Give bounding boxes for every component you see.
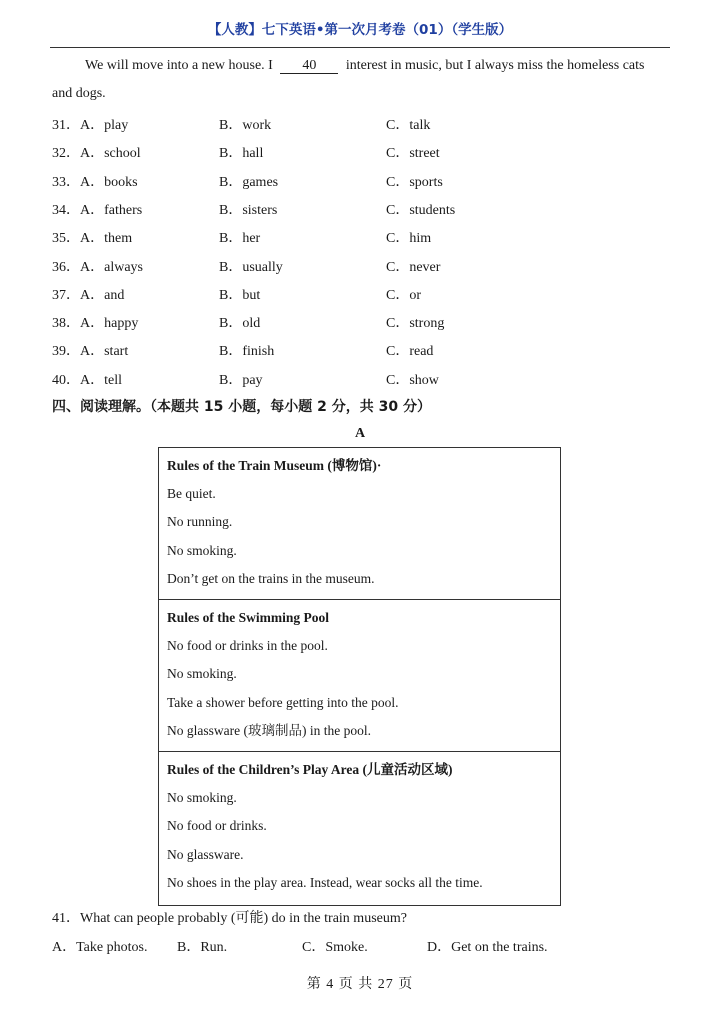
option-c: C．show — [386, 372, 439, 388]
option-c: C．or — [386, 287, 421, 303]
option-a: A．Take photos. — [52, 940, 148, 955]
question-number: 34． — [52, 202, 80, 218]
question-number: 35． — [52, 231, 80, 247]
option-b: B．Run. — [177, 940, 228, 955]
option-d: D．Get on the trains. — [427, 940, 548, 955]
question-32 — [52, 142, 672, 162]
option-b: B．pay — [219, 372, 263, 388]
option-a: A．play — [80, 118, 129, 133]
passage-a-label: A — [354, 426, 366, 441]
option-c: C．Smoke. — [302, 940, 368, 955]
train-museum-rules — [159, 448, 560, 600]
blank-40: 40 — [280, 58, 338, 74]
option-b: B．usually — [219, 259, 283, 275]
option-c: C．street — [386, 146, 440, 162]
option-a: A．books — [80, 174, 138, 190]
rule-item: No food or drinks in the pool. — [167, 638, 328, 653]
rule-item: No smoking. — [167, 542, 237, 558]
option-c: C．him — [386, 231, 432, 247]
question-39 — [52, 340, 672, 360]
option-a: A．fathers — [80, 202, 143, 218]
option-a: A．always — [80, 259, 143, 275]
option-b: B．finish — [219, 344, 275, 360]
option-a: A．and — [80, 287, 125, 303]
question-41-text: 41．What can people probably (可能) do in the train museum? — [52, 911, 407, 926]
option-c: C．students — [386, 202, 456, 218]
question-37 — [52, 284, 672, 304]
play-area-rules — [159, 752, 560, 905]
rules-title: Rules of the Swimming Pool — [167, 610, 329, 625]
option-b: B．hall — [219, 146, 264, 162]
option-c: C．sports — [386, 174, 443, 190]
question-41-options — [52, 936, 672, 956]
question-number: 38． — [52, 316, 80, 332]
rule-item: No glassware (玻璃制品) in the pool. — [167, 722, 371, 738]
rules-title: Rules of the Children’s Play Area (儿童活动区域) — [167, 762, 453, 777]
question-number: 37． — [52, 287, 80, 303]
question-number: 31． — [52, 118, 80, 133]
question-number: 36． — [52, 259, 80, 275]
rule-item: No smoking. — [167, 666, 237, 682]
passage-line-2: and dogs. — [52, 86, 106, 101]
option-a: A．start — [80, 344, 129, 360]
rules-title: Rules of the Train Museum (博物馆)· — [167, 458, 382, 473]
swimming-pool-rules — [159, 600, 560, 752]
option-c: C．read — [386, 344, 434, 360]
question-number: 33． — [52, 174, 80, 190]
option-c: C．strong — [386, 316, 445, 332]
question-number: 32． — [52, 146, 80, 162]
rules-table — [158, 447, 561, 906]
rule-item: No shoes in the play area. Instead, wear socks all the time. — [167, 874, 483, 890]
question-number: 40． — [52, 372, 80, 388]
option-a: A．tell — [80, 372, 122, 388]
page-footer: 第 4 页 共 27 页 — [306, 977, 414, 992]
question-31 — [52, 114, 672, 134]
option-b: B．work — [219, 118, 272, 133]
rule-item: Don’t get on the trains in the museum. — [167, 570, 375, 586]
passage-text-after-blank: interest in music, but I always miss the homeless cats — [345, 58, 645, 73]
page-header: 【人教】七下英语•第一次月考卷（01）（学生版） — [207, 22, 513, 38]
rule-item: No food or drinks. — [167, 818, 267, 834]
header-divider — [50, 47, 670, 48]
question-35 — [52, 227, 672, 247]
option-b: B．games — [219, 174, 279, 190]
question-36 — [52, 256, 672, 276]
option-b: B．her — [219, 231, 261, 247]
question-33 — [52, 171, 672, 191]
question-34 — [52, 199, 672, 219]
option-b: B．but — [219, 287, 261, 303]
option-b: B．sisters — [219, 202, 278, 218]
passage-text-before-blank: We will move into a new house. I — [85, 58, 273, 73]
rule-item: Take a shower before getting into the pool. — [167, 694, 399, 710]
option-a: A．them — [80, 231, 133, 247]
section-title: 四、阅读理解。（本题共 15 小题，每小题 2 分，共 30 分） — [52, 399, 431, 415]
passage-line-1 — [85, 58, 644, 74]
rule-item: No smoking. — [167, 790, 237, 805]
question-40 — [52, 369, 672, 389]
option-c: C．never — [386, 259, 441, 275]
rule-item: No running. — [167, 514, 233, 530]
option-c: C．talk — [386, 118, 431, 133]
question-number: 39． — [52, 344, 80, 360]
question-38 — [52, 312, 672, 332]
rule-item: No glassware. — [167, 846, 244, 862]
option-b: B．old — [219, 316, 261, 332]
option-a: A．school — [80, 146, 141, 162]
rule-item: Be quiet. — [167, 486, 216, 501]
option-a: A．happy — [80, 316, 139, 332]
